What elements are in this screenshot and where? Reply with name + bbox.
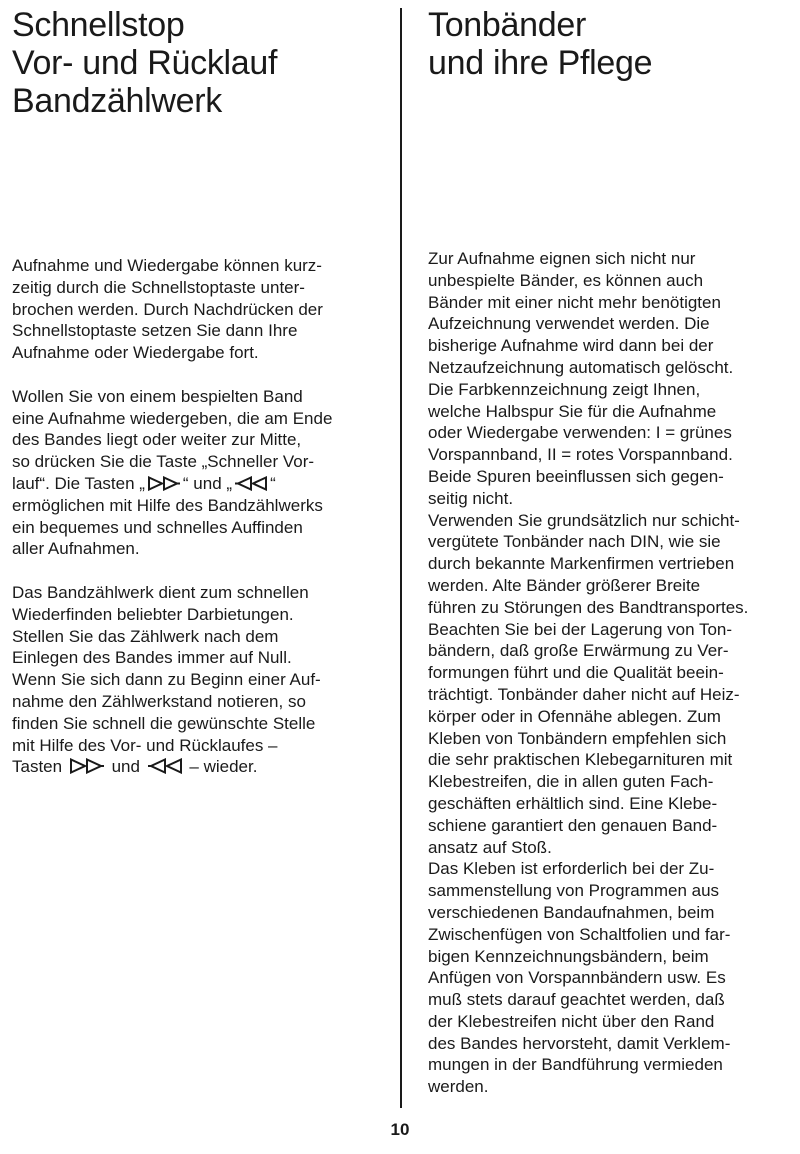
text-line: Kleben von Tonbändern empfehlen sich (428, 728, 727, 748)
text-line: eine Aufnahme wiedergeben, die am Ende (12, 408, 333, 428)
text-fragment: “ (270, 473, 276, 493)
text-line: körper oder in Ofennähe ablegen. Zum (428, 706, 721, 726)
paragraph-bandzaehlwerk (12, 582, 392, 778)
page-number: 10 (390, 1120, 410, 1139)
right-heading-line: und ihre Pflege (428, 44, 653, 82)
text-line: muß stets darauf geachtet werden, daß (428, 990, 725, 1010)
text-line: Das Bandzählwerk dient zum schnellen (12, 582, 309, 602)
text-line: Vorspannband, II = rotes Vorspannband. (428, 445, 733, 465)
text-line: Beachten Sie bei der Lagerung von Ton- (428, 619, 733, 639)
text-line: sammenstellung von Programmen aus (428, 881, 720, 901)
text-line: nahme den Zählwerkstand notieren, so (12, 691, 306, 711)
text-line: des Bandes hervorsteht, damit Verklem- (428, 1033, 731, 1053)
text-line: Zwischenfügen von Schaltfolien und far- (428, 924, 731, 944)
text-line: bändern, daß große Erwärmung zu Ver- (428, 641, 729, 661)
text-line: durch bekannte Markenfirmen vertrieben (428, 554, 735, 574)
text-line: bigen Kennzeichnungsbändern, beim (428, 946, 709, 966)
left-heading-line: Schnellstop (12, 6, 185, 44)
text-line: brochen werden. Durch Nachdrücken der (12, 299, 323, 319)
text-line-with-symbols (12, 473, 392, 495)
text-line: unbespielte Bänder, es können auch (428, 270, 704, 290)
text-line: finden Sie schnell die gewünschte Stelle (12, 713, 316, 733)
text-fragment: Tasten (12, 757, 63, 777)
column-divider (400, 8, 402, 1108)
right-heading (428, 6, 652, 82)
text-line: der Klebestreifen nicht über den Rand (428, 1011, 715, 1031)
text-line: so drücken Sie die Taste „Schneller Vor- (12, 452, 315, 472)
text-line: vergütete Tonbänder nach DIN, wie sie (428, 532, 721, 552)
text-line: Anfügen von Vorspannbändern usw. Es (428, 968, 726, 988)
text-line: oder Wiedergabe verwenden: I = grünes (428, 423, 732, 443)
text-line: formungen führt und die Qualität beein- (428, 663, 724, 683)
text-line: Aufnahme und Wiedergabe können kurz- (12, 256, 322, 275)
text-line: des Bandes liegt oder weiter zur Mitte, (12, 430, 302, 450)
text-line: Stellen Sie das Zählwerk nach dem (12, 626, 279, 646)
text-line: Beide Spuren beeinflussen sich gegen- (428, 466, 724, 486)
text-line: Das Kleben ist erforderlich bei der Zu- (428, 859, 715, 879)
text-line: ansatz auf Stoß. (428, 837, 552, 857)
text-line: werden. (428, 1077, 489, 1097)
paragraph-vorlauf (12, 386, 392, 560)
text-line: Netzaufzeichnung automatisch gelöscht. (428, 357, 734, 377)
text-line: aller Aufnahmen. (12, 539, 140, 559)
text-line: Verwenden Sie grundsätzlich nur schicht- (428, 510, 740, 530)
text-line: Einlegen des Bandes immer auf Null. (12, 648, 292, 668)
text-line: Bänder mit einer nicht mehr benötigten (428, 292, 721, 312)
text-line: Aufnahme oder Wiedergabe fort. (12, 343, 259, 363)
text-line: seitig nicht. (428, 488, 514, 508)
text-line: trächtigt. Tonbänder daher nicht auf Heiz- (428, 684, 740, 704)
left-column (12, 255, 392, 778)
text-fragment: – wieder. (189, 757, 258, 777)
text-line: Zur Aufnahme eignen sich nicht nur (428, 249, 696, 268)
text-line: Wiederfinden beliebter Darbietungen. (12, 604, 294, 624)
right-heading-line: Tonbänder (428, 6, 586, 44)
text-line: Die Farbkennzeichnung zeigt Ihnen, (428, 379, 701, 399)
text-line: ermöglichen mit Hilfe des Bandzählwerks (12, 495, 323, 515)
text-fragment: und (111, 757, 140, 777)
text-line: Klebestreifen, die in allen guten Fach- (428, 772, 714, 792)
text-fragment: “ und „ (182, 473, 233, 493)
rewind-icon (147, 758, 183, 774)
text-line: Schnellstoptaste setzen Sie dann Ihre (12, 321, 298, 341)
text-fragment: lauf“. Die Tasten „ (12, 473, 145, 493)
text-line: werden. Alte Bänder größerer Breite (428, 575, 701, 595)
text-line: mungen in der Bandführung vermieden (428, 1055, 723, 1075)
left-heading (12, 6, 277, 120)
text-line: bisherige Aufnahme wird dann bei der (428, 336, 714, 356)
rewind-icon (234, 476, 268, 491)
fast-forward-icon (147, 476, 181, 491)
text-line: schiene garantiert den genauen Band- (428, 815, 718, 835)
left-heading-line: Vor- und Rücklauf (12, 44, 278, 82)
right-column (428, 248, 796, 1098)
text-line: führen zu Störungen des Bandtransportes. (428, 597, 749, 617)
text-line: verschiedenen Bandaufnahmen, beim (428, 902, 715, 922)
left-heading-line: Bandzählwerk (12, 82, 222, 120)
fast-forward-icon (69, 758, 105, 774)
text-line-with-symbols (12, 756, 392, 778)
text-line: Aufzeichnung verwendet werden. Die (428, 314, 710, 334)
paragraph-schnellstop (12, 255, 392, 364)
text-line: welche Halbspur Sie für die Aufnahme (428, 401, 717, 421)
text-line: Wenn Sie sich dann zu Beginn einer Auf- (12, 670, 321, 690)
text-line: Wollen Sie von einem bespielten Band (12, 386, 303, 406)
text-line: zeitig durch die Schnellstoptaste unter- (12, 277, 305, 297)
text-line: ein bequemes und schnelles Auffinden (12, 517, 303, 537)
text-line: geschäften erhältlich sind. Eine Klebe- (428, 793, 718, 813)
text-line: die sehr praktischen Klebegarnituren mit (428, 750, 733, 770)
text-line: mit Hilfe des Vor- und Rücklaufes – (12, 735, 278, 755)
